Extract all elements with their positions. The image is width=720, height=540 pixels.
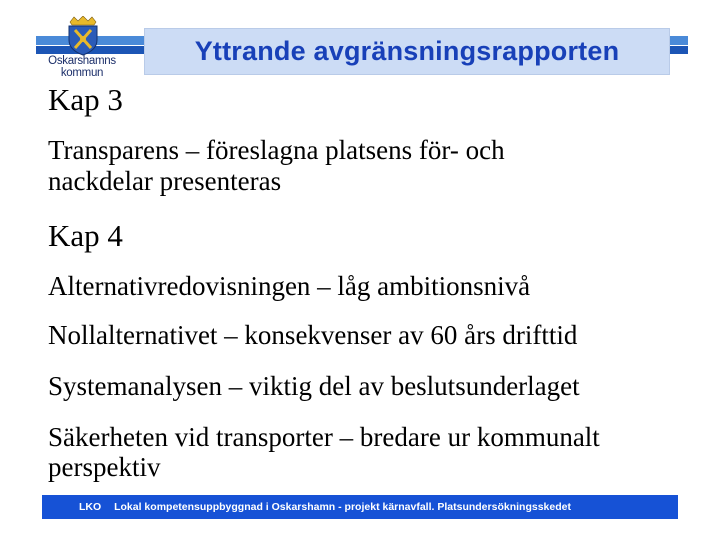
footer-abbr: LKO [79,501,102,513]
item-systemanalysen: Systemanalysen – viktig del av beslutsunderlaget [48,371,580,401]
item-nollalternativet: Nollalternativet – konsekvenser av 60 års drifttid [48,320,578,350]
oskarshamn-kommun-logo [36,14,128,80]
item-transparens-line1: Transparens – föreslagna platsens för- och [48,135,505,165]
footer-bar [42,495,678,519]
footer-text: Lokal kompetensuppbyggnad i Oskarshamn - projekt kärnavfall. Platsundersökningsskedet [114,501,571,513]
title-stripe-right-light [670,36,688,45]
title-stripe-right-dark [670,46,688,54]
coat-of-arms-icon [66,16,100,56]
slide-title: Yttrande avgränsningsrapporten [194,36,620,66]
heading-kap4: Kap 4 [48,218,123,253]
item-sakerheten-line2: perspektiv [48,452,161,482]
item-sakerheten-line1: Säkerheten vid transporter – bredare ur kommunalt [48,422,600,452]
item-alternativredovisningen: Alternativredovisningen – låg ambitionsnivå [48,271,531,301]
logo-text [36,55,128,79]
item-transparens-line2: nackdelar presenteras [48,166,282,196]
title-box [144,28,670,75]
logo-line-1: Oskarshamns [48,55,116,67]
heading-kap3: Kap 3 [48,82,123,117]
logo-line-2: kommun [60,67,104,79]
